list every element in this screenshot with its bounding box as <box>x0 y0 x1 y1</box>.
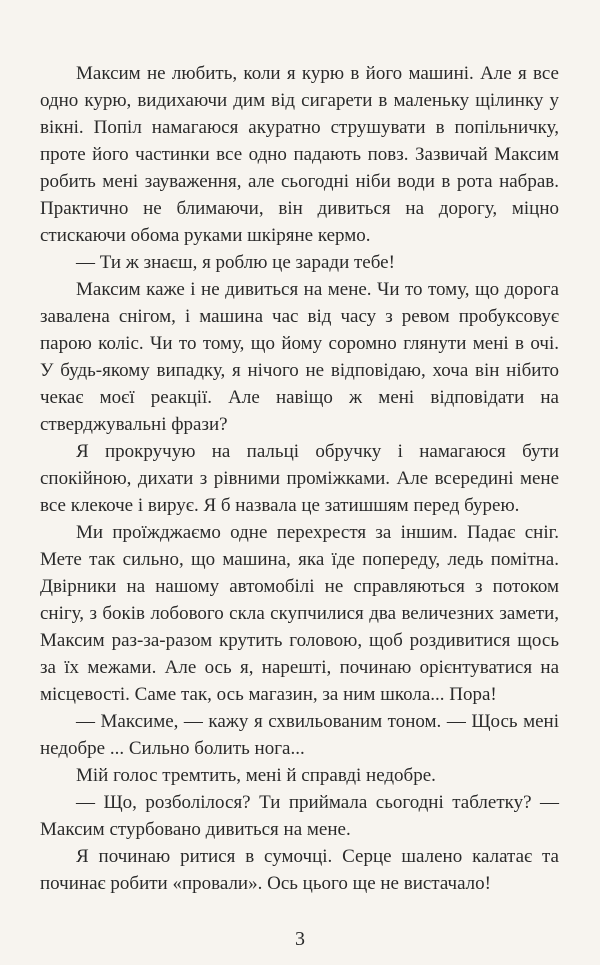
paragraph: Максим не любить, коли я курю в його машині. Але я все одно курю, видихаючи дим від сигарети в маленьку щілинку у вікні. Попіл намагаюся акуратно струшувати в попільничку, проте його частинки все одно падають повз. Зазвичай Максим робить мені зауваження, але сьогодні ніби води в рота набрав. Практично не блимаючи, він дивиться на дорогу, міцно стискаючи обома руками шкіряне кермо. <box>40 63 559 246</box>
paragraph: Я прокручую на пальці обручку і намагаюся бути спокійною, дихати з рівними проміжками. Але всередині мене все клекоче і вирує. Я б назвала це затишшям перед бурею. <box>40 441 559 516</box>
paragraph: — Максиме, — кажу я схвильованим тоном. — Щось мені недобре ... Сильно болить нога... <box>40 711 559 759</box>
paragraph: Я починаю ритися в сумочці. Серце шалено калатає та починає робити «провали». Ось цього ще не вистачало! <box>40 846 559 894</box>
paragraph: Максим каже і не дивиться на мене. Чи то тому, що дорога завалена снігом, і машина час від часу з ревом пробуксовує парою коліс. Чи то тому, що йому соромно глянути мені в очі. У будь-якому випадку, я нічого не відповідаю, хоча він нібито чекає моєї реакції. Але навіщо ж мені відповідати на стверджувальні фрази? <box>40 279 559 435</box>
body-text <box>40 60 559 897</box>
paragraph: — Ти ж знаєш, я роблю це заради тебе! <box>76 252 395 273</box>
paragraph: — Що, розболілося? Ти приймала сьогодні таблетку? — Максим стурбовано дивиться на мене. <box>40 792 559 840</box>
paragraph: Ми проїжджаємо одне перехрестя за іншим. Падає сніг. Мете так сильно, що машина, яка їде попереду, ледь помітна. Двірники на нашому автомобілі не справляються з потоком снігу, з боків лобового скла скупчилися два величезних замети, Максим раз-за-разом крутить головою, щоб роздивитися щось за їх межами. Але ось я, нарешті, починаю орієнтуватися на місцевості. Саме так, ось магазин, за ним школа... Пора! <box>40 522 559 705</box>
page-number: 3 <box>295 928 305 950</box>
paragraph: Мій голос тремтить, мені й справді недобре. <box>76 765 436 786</box>
